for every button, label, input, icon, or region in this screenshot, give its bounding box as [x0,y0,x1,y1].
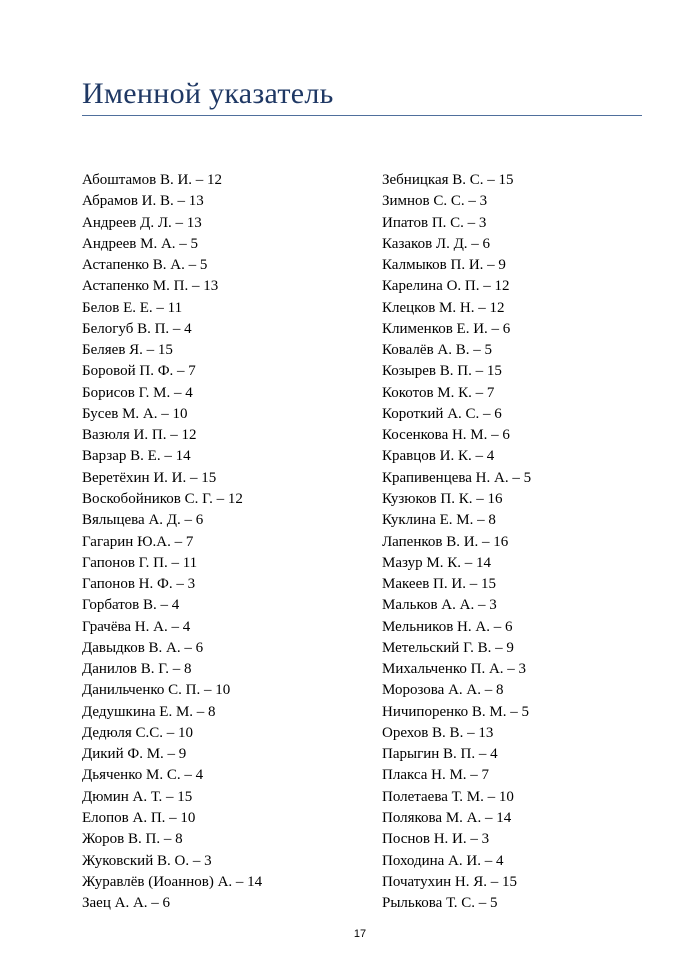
index-entry: Дедюля С.С. – 10 [82,724,193,741]
index-entry: Борисов Г. М. – 4 [82,384,193,401]
index-entry: Абрамов И. В. – 13 [82,193,204,210]
index-entry: Грачёва Н. А. – 4 [82,618,191,635]
index-entry: Михальченко П. А. – 3 [382,661,527,678]
index-entry: Андреев Д. Л. – 13 [82,214,202,231]
index-entry: Клименков Е. И. – 6 [382,320,511,337]
index-entry: Походина А. И. – 4 [382,852,504,869]
index-entry: Крапивенцева Н. А. – 5 [382,469,532,486]
index-entry: Ипатов П. С. – 3 [382,214,487,231]
index-entry: Андреев М. А. – 5 [82,235,199,252]
index-entry: Макеев П. И. – 15 [382,576,496,593]
index-entry: Давыдков В. А. – 6 [82,639,204,656]
title-underline [82,115,642,116]
index-entry: Ковалёв А. В. – 5 [382,342,492,359]
index-entry: Жуковский В. О. – 3 [82,852,212,869]
index-entry: Косенкова Н. М. – 6 [382,427,510,444]
index-entry: Поснов Н. И. – 3 [382,831,490,848]
index-entry: Мельников Н. А. – 6 [382,618,513,635]
index-entry: Початухин Н. Я. – 15 [382,873,518,890]
index-entry: Зебницкая В. С. – 15 [382,172,514,188]
index-entry: Кравцов И. К. – 4 [382,448,495,465]
page-number: 17 [353,928,367,940]
index-entry: Морозова А. А. – 8 [382,682,504,699]
index-entry: Кокотов М. К. – 7 [382,384,495,401]
index-entry: Ничипоренко В. М. – 5 [382,703,530,720]
index-entry: Метельский Г. В. – 9 [382,639,514,656]
index-entry: Астапенко М. П. – 13 [82,278,219,295]
index-entry: Елопов А. П. – 10 [82,809,196,826]
index-entry: Вялыцева А. Д. – 6 [82,512,204,529]
index-entry: Дьяченко М. С. – 4 [82,767,204,784]
index-entry: Вазюля И. П. – 12 [82,427,197,444]
index-column-right [382,170,531,914]
index-entry: Беляев Я. – 15 [82,342,173,359]
index-entry: Куклина Е. М. – 8 [382,512,496,529]
index-entry: Карелина О. П. – 12 [382,278,510,295]
index-entry: Боровой П. Ф. – 7 [82,363,196,380]
index-entry: Орехов В. В. – 13 [382,724,494,741]
index-entry: Полетаева Т. М. – 10 [382,788,514,805]
index-entry: Белов Е. Е. – 11 [82,299,183,316]
index-entry: Дикий Ф. М. – 9 [82,746,187,763]
index-entry: Варзар В. Е. – 14 [82,448,191,465]
index-entry: Горбатов В. – 4 [82,597,180,614]
index-entry: Полякова М. А. – 14 [382,809,512,826]
index-entry: Заец А. А. – 6 [82,895,171,912]
index-entry: Кузюков П. К. – 16 [382,490,503,507]
index-entry: Астапенко В. А. – 5 [82,257,208,274]
index-entry: Воскобойников С. Г. – 12 [82,490,243,507]
index-entry: Веретёхин И. И. – 15 [82,469,217,486]
index-entry: Парыгин В. П. – 4 [382,746,498,763]
page-title: Именной указатель [82,77,334,110]
index-entry: Мазур М. К. – 14 [382,554,491,571]
index-entry: Данилов В. Г. – 8 [82,661,192,678]
index-entry: Калмыков П. И. – 9 [382,257,506,274]
index-entry: Козырев В. П. – 15 [382,363,502,380]
index-entry: Гапонов Г. П. – 11 [82,554,198,571]
index-entry: Абоштамов В. И. – 12 [82,172,223,188]
index-entry: Зимнов С. С. – 3 [382,193,488,210]
index-entry: Короткий А. С. – 6 [382,405,502,422]
index-entry: Белогуб В. П. – 4 [82,320,192,337]
index-entry: Мальков А. А. – 3 [382,597,497,614]
index-entry: Плакса Н. М. – 7 [382,767,490,784]
index-entry: Жоров В. П. – 8 [82,831,183,848]
index-entry: Дюмин А. Т. – 15 [82,788,193,805]
index-entry: Рылькова Т. С. – 5 [382,895,498,912]
index-entry: Дедушкина Е. М. – 8 [82,703,216,720]
index-entry: Гапонов Н. Ф. – 3 [82,576,196,593]
index-entry: Гагарин Ю.А. – 7 [82,533,194,550]
index-column-left [82,170,262,914]
index-entry: Казаков Л. Д. – 6 [382,235,491,252]
index-entry: Клецков М. Н. – 12 [382,299,505,316]
index-entry: Журавлёв (Иоаннов) А. – 14 [82,873,263,890]
index-entry: Бусев М. А. – 10 [82,405,188,422]
index-entry: Данильченко С. П. – 10 [82,682,231,699]
index-entry: Лапенков В. И. – 16 [382,533,509,550]
